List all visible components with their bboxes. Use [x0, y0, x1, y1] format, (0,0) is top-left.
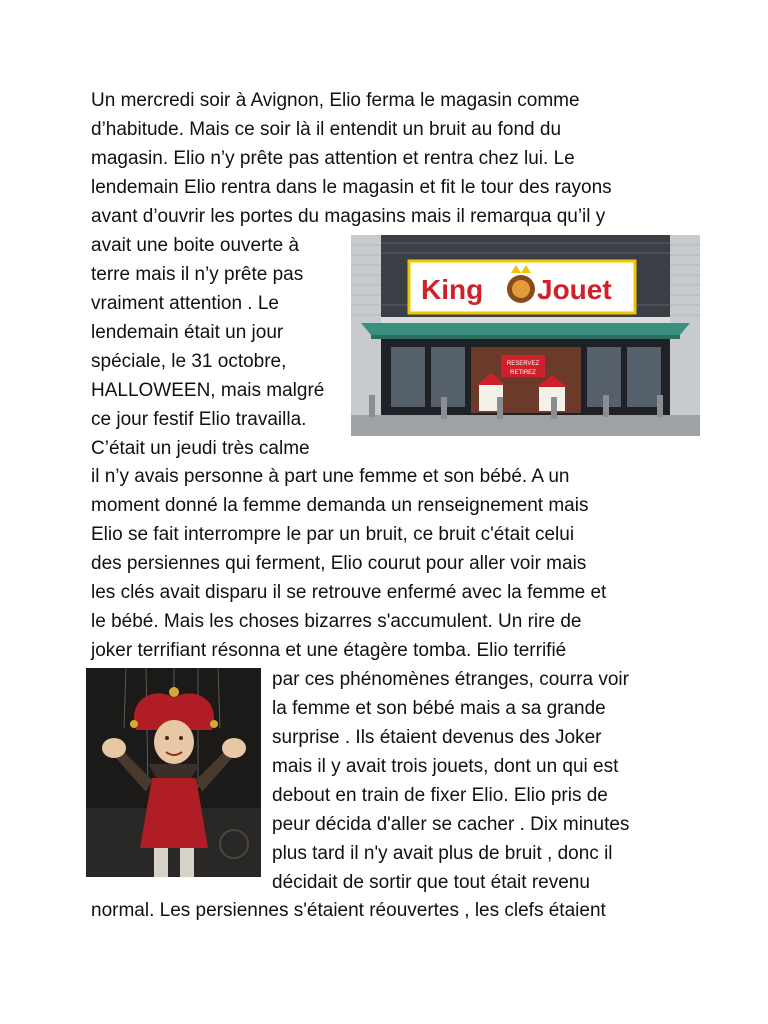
store-illustration: [351, 235, 700, 436]
door-sign-top: RESERVEZ: [506, 361, 540, 367]
text-line: ce jour festif Elio travailla.: [91, 409, 307, 430]
text-line: joker terrifiant résonna et une étagère tomba. Elio terrifié: [91, 640, 567, 661]
text-line: moment donné la femme demanda un renseignement mais: [91, 495, 589, 516]
text-line: normal. Les persiennes s'étaient réouvertes , les clefs étaient: [91, 900, 606, 921]
text-line: par ces phénomènes étranges, courra voir: [272, 669, 629, 690]
text-line: debout en train de fixer Elio. Elio pris de: [272, 785, 608, 806]
text-line: magasin. Elio n’y prête pas attention et rentra chez lui. Le: [91, 148, 575, 169]
text-line: lendemain Elio rentra dans le magasin et fit le tour des rayons: [91, 177, 612, 198]
door-sign-bottom: RETIREZ: [510, 370, 536, 376]
text-line: spéciale, le 31 octobre,: [91, 351, 287, 372]
text-line: lendemain était un jour: [91, 322, 284, 343]
sign-text-right: Jouet: [537, 274, 612, 305]
jester-illustration: [86, 668, 261, 877]
text-line: vraiment attention . Le: [91, 293, 279, 314]
text-line: terre mais il n’y prête pas: [91, 264, 304, 285]
text-line: avant d’ouvrir les portes du magasins mais il remarqua qu’il y: [91, 206, 606, 227]
text-line: plus tard il n'y avait plus de bruit , donc il: [272, 843, 613, 864]
text-line: C’était un jeudi très calme: [91, 438, 310, 459]
store-photo: [351, 235, 700, 436]
text-line: décidait de sortir que tout était revenu: [272, 872, 590, 893]
text-line: d’habitude. Mais ce soir là il entendit un bruit au fond du: [91, 119, 562, 140]
text-line: il n’y avais personne à part une femme et son bébé. A un: [91, 466, 570, 487]
text-line: mais il y avait trois jouets, dont un qui est: [272, 756, 619, 777]
text-line: HALLOWEEN, mais malgré: [91, 380, 325, 401]
text-line: avait une boite ouverte à: [91, 235, 300, 256]
text-line: Un mercredi soir à Avignon, Elio ferma le magasin comme: [91, 90, 580, 111]
jester-marionette-photo: [86, 668, 261, 877]
text-line: des persiennes qui ferment, Elio courut pour aller voir mais: [91, 553, 587, 574]
text-line: Elio se fait interrompre le par un bruit, ce bruit c'était celui: [91, 524, 575, 545]
text-line: la femme et son bébé mais a sa grande: [272, 698, 606, 719]
text-line: les clés avait disparu il se retrouve enfermé avec la femme et: [91, 582, 607, 603]
text-line: peur décida d'aller se cacher . Dix minutes: [272, 814, 630, 835]
sign-text-left: King: [421, 274, 484, 305]
text-line: surprise . Ils étaient devenus des Joker: [272, 727, 602, 748]
text-line: le bébé. Mais les choses bizarres s'accumulent. Un rire de: [91, 611, 582, 632]
